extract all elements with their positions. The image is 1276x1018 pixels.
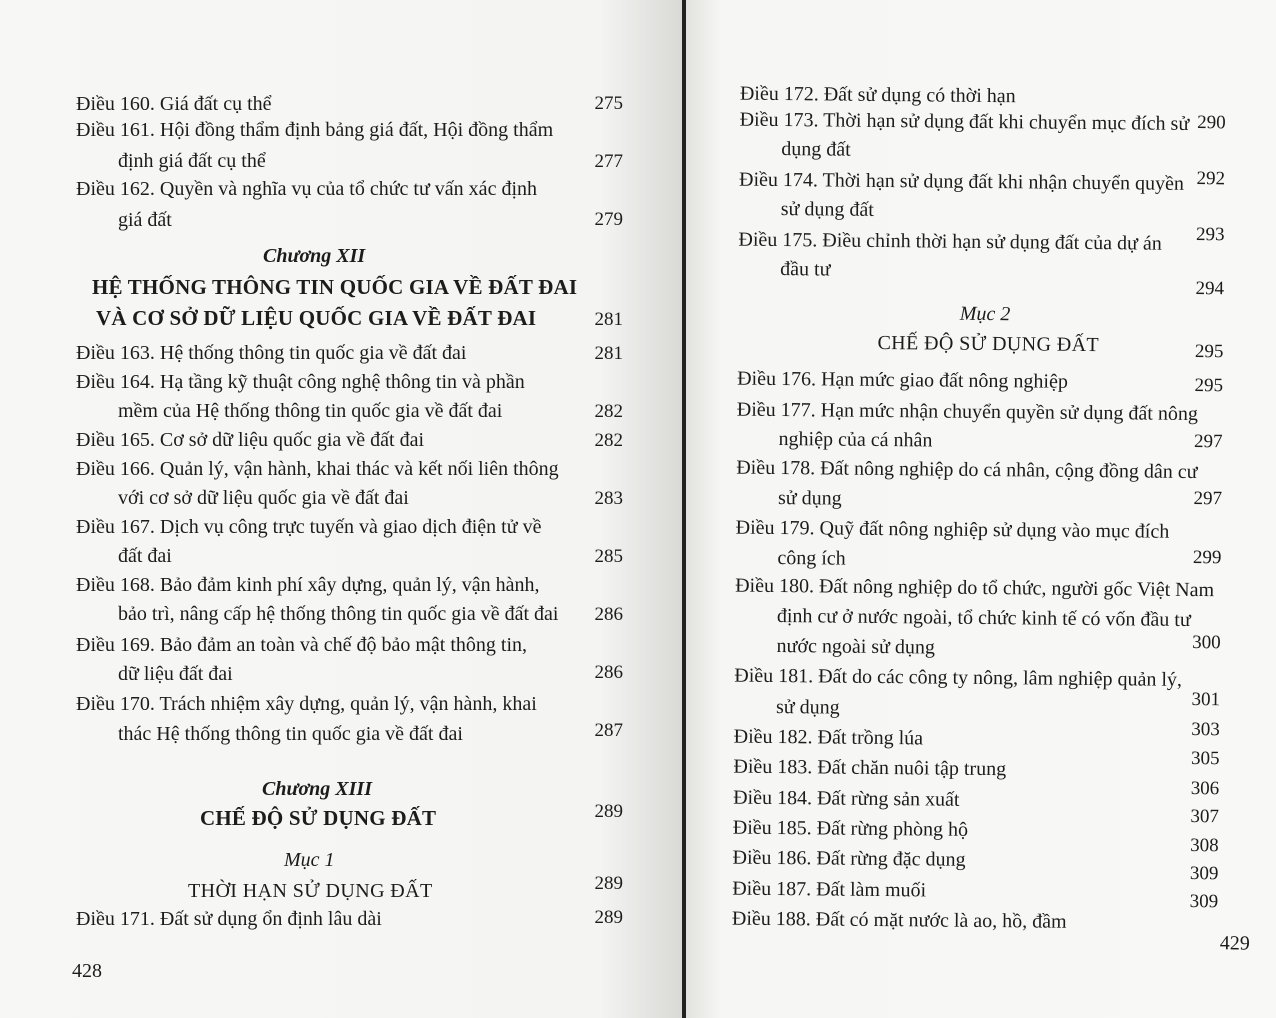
toc-line: định cư ở nước ngoài, tổ chức kinh tế có vốn đầu tư bbox=[776, 604, 1191, 631]
toc-page-number: 282 bbox=[594, 430, 623, 451]
toc-line: đầu tư bbox=[780, 258, 831, 281]
chapter-title: HỆ THỐNG THÔNG TIN QUỐC GIA VỀ ĐẤT ĐAI bbox=[92, 275, 578, 299]
toc-line: thác Hệ thống thông tin quốc gia về đất đai bbox=[118, 723, 463, 745]
toc-page-number: 309 bbox=[1189, 862, 1219, 885]
chapter-title: VÀ CƠ SỞ DỮ LIỆU QUỐC GIA VỀ ĐẤT ĐAI bbox=[96, 306, 537, 330]
toc-line: Điều 160. Giá đất cụ thể bbox=[76, 93, 272, 115]
toc-page-number: 300 bbox=[1192, 631, 1221, 654]
toc-line: Điều 162. Quyền và nghĩa vụ của tổ chức tư vấn xác định bbox=[76, 178, 537, 200]
toc-line: nghiệp của cá nhân bbox=[778, 428, 933, 452]
toc-line: Điều 175. Điều chỉnh thời hạn sử dụng đất của dự án bbox=[738, 228, 1162, 255]
toc-line: Điều 177. Hạn mức nhận chuyển quyền sử dụng đất nông bbox=[736, 398, 1198, 426]
toc-page-number: 277 bbox=[594, 151, 623, 172]
toc-line: Điều 172. Đất sử dụng có thời hạn bbox=[739, 82, 1016, 108]
toc-page-number: 286 bbox=[594, 604, 623, 625]
toc-page-number: 289 bbox=[594, 907, 623, 928]
toc-page-number: 303 bbox=[1191, 718, 1220, 741]
toc-line: sử dụng đất bbox=[780, 198, 874, 221]
toc-page-number: 295 bbox=[1194, 374, 1224, 397]
toc-page-number: 305 bbox=[1190, 747, 1220, 770]
toc-line: Điều 161. Hội đồng thẩm định bảng giá đất, Hội đồng thẩm bbox=[76, 119, 554, 141]
toc-page-number: 301 bbox=[1191, 688, 1221, 711]
toc-line: Điều 167. Dịch vụ công trực tuyến và giao dịch điện tử về bbox=[76, 516, 542, 538]
toc-line: Điều 185. Đất rừng phòng hộ bbox=[732, 816, 969, 841]
toc-page-number: 297 bbox=[1193, 430, 1223, 453]
toc-page-number: 279 bbox=[594, 209, 623, 230]
toc-line: nước ngoài sử dụng bbox=[776, 634, 936, 659]
toc-page-number: 307 bbox=[1190, 805, 1220, 828]
toc-line: dữ liệu đất đai bbox=[118, 663, 233, 685]
right-page-content bbox=[686, 0, 1276, 1018]
chapter-label: Chương XIII bbox=[262, 778, 372, 800]
toc-page-number: 282 bbox=[594, 401, 623, 422]
toc-line: với cơ sở dữ liệu quốc gia về đất đai bbox=[118, 487, 409, 509]
toc-line: công ích bbox=[777, 547, 846, 570]
chapter-title: CHẾ ĐỘ SỬ DỤNG ĐẤT bbox=[200, 806, 437, 830]
page-folio: 429 bbox=[1219, 932, 1250, 955]
toc-line: Điều 183. Đất chăn nuôi tập trung bbox=[733, 755, 1007, 781]
toc-line: Điều 186. Đất rừng đặc dụng bbox=[732, 846, 966, 871]
toc-line: Điều 184. Đất rừng sản xuất bbox=[733, 786, 960, 811]
section-label: Mục 2 bbox=[959, 302, 1011, 326]
show-through-text bbox=[350, 88, 354, 105]
toc-line: Điều 173. Thời hạn sử dụng đất khi chuyển mục đích sử bbox=[739, 108, 1190, 135]
toc-line: Điều 176. Hạn mức giao đất nông nghiệp bbox=[737, 367, 1069, 393]
toc-line: dụng đất bbox=[781, 138, 851, 161]
toc-page-number: 297 bbox=[1193, 487, 1223, 510]
toc-page-number: 289 bbox=[594, 873, 623, 894]
toc-line: Điều 180. Đất nông nghiệp do tổ chức, người gốc Việt Nam bbox=[735, 574, 1215, 602]
toc-line: Điều 181. Đất do các công ty nông, lâm nghiệp quản lý, bbox=[734, 664, 1183, 691]
toc-page-number: 285 bbox=[594, 546, 623, 567]
toc-line: Điều 174. Thời hạn sử dụng đất khi nhận chuyển quyền bbox=[738, 168, 1185, 195]
toc-page-number: 293 bbox=[1195, 224, 1225, 246]
toc-page-number: 283 bbox=[594, 488, 623, 509]
toc-line: Điều 164. Hạ tầng kỹ thuật công nghệ thông tin và phần bbox=[76, 371, 525, 393]
toc-line: Điều 179. Quỹ đất nông nghiệp sử dụng vào mục đích bbox=[735, 516, 1170, 543]
section-title: THỜI HẠN SỬ DỤNG ĐẤT bbox=[188, 880, 433, 902]
toc-line: giá đất bbox=[118, 209, 172, 231]
page-folio: 428 bbox=[72, 960, 102, 982]
toc-line: Điều 166. Quản lý, vận hành, khai thác và kết nối liên thông bbox=[76, 458, 559, 480]
section-title: CHẾ ĐỘ SỬ DỤNG ĐẤT bbox=[877, 331, 1100, 357]
toc-line: Điều 165. Cơ sở dữ liệu quốc gia về đất đai bbox=[76, 429, 425, 451]
toc-page-number: 299 bbox=[1192, 546, 1222, 569]
toc-page-number: 308 bbox=[1190, 834, 1219, 857]
toc-page-number: 281 bbox=[594, 343, 623, 364]
toc-line: Điều 163. Hệ thống thông tin quốc gia về đất đai bbox=[76, 342, 467, 364]
toc-line: định giá đất cụ thể bbox=[118, 150, 266, 172]
toc-line: Điều 178. Đất nông nghiệp do cá nhân, cộng đồng dân cư bbox=[736, 456, 1198, 484]
toc-page-number: 294 bbox=[1195, 278, 1225, 300]
toc-line: đất đai bbox=[118, 545, 172, 567]
toc-line: Điều 187. Đất làm muối bbox=[732, 877, 927, 902]
toc-page-number: 290 bbox=[1197, 112, 1226, 134]
toc-line: Điều 168. Bảo đảm kinh phí xây dựng, quản lý, vận hành, bbox=[76, 574, 540, 596]
toc-line: Điều 188. Đất có mặt nước là ao, hồ, đầm bbox=[731, 907, 1067, 933]
chapter-label: Chương XII bbox=[263, 245, 366, 267]
toc-page-number: 292 bbox=[1196, 168, 1226, 190]
toc-line: sử dụng bbox=[775, 695, 840, 719]
toc-page-number: 275 bbox=[594, 93, 623, 114]
right-page bbox=[686, 0, 1276, 1018]
toc-line: sử dụng bbox=[777, 487, 842, 510]
toc-page-number: 281 bbox=[594, 309, 623, 330]
toc-page-number: 286 bbox=[594, 662, 623, 683]
toc-line: mềm của Hệ thống thông tin quốc gia về đất đai bbox=[118, 400, 503, 422]
toc-page-number: 289 bbox=[594, 801, 623, 822]
toc-line: bảo trì, nâng cấp hệ thống thông tin quốc gia về đất đai bbox=[118, 603, 559, 625]
toc-line: Điều 171. Đất sử dụng ổn định lâu dài bbox=[76, 908, 382, 930]
toc-page-number: 287 bbox=[594, 720, 623, 741]
toc-line: Điều 182. Đất trồng lúa bbox=[733, 725, 924, 750]
section-label: Mục 1 bbox=[284, 849, 335, 871]
toc-line: Điều 170. Trách nhiệm xây dựng, quản lý, vận hành, khai bbox=[76, 693, 537, 715]
toc-line: Điều 169. Bảo đảm an toàn và chế độ bảo mật thông tin, bbox=[76, 634, 528, 656]
toc-page-number: 306 bbox=[1190, 777, 1220, 800]
toc-page-number: 309 bbox=[1189, 890, 1219, 913]
toc-page-number: 295 bbox=[1194, 340, 1224, 363]
